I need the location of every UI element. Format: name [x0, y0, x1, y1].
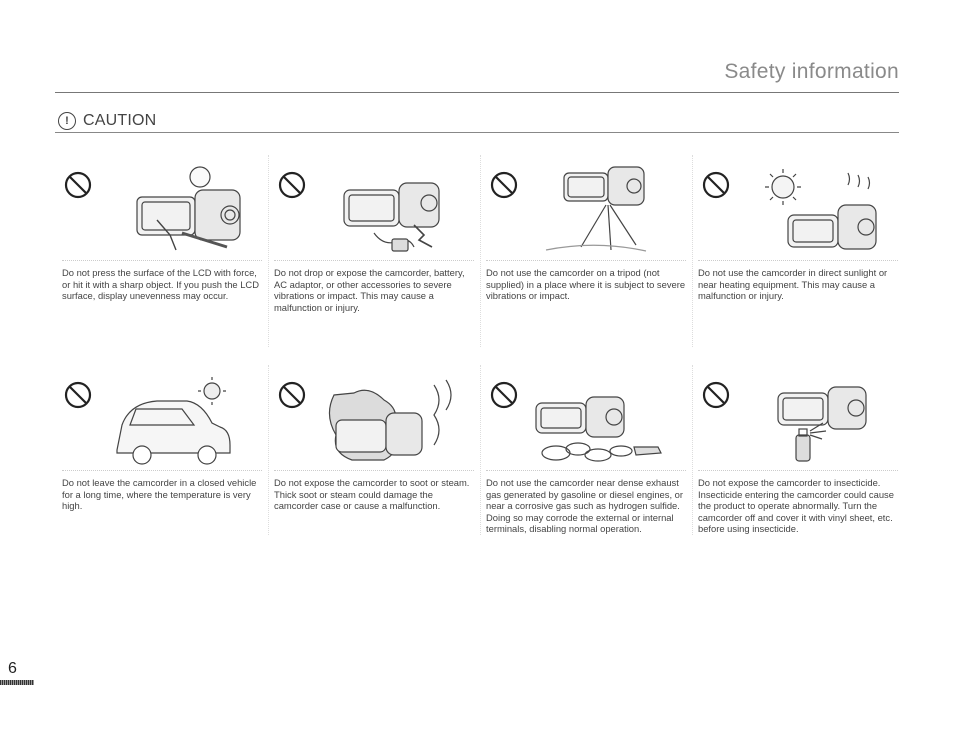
sunlight-heat-illustration: [698, 155, 898, 261]
closed-car-illustration: [62, 365, 262, 471]
page-title: Safety information: [724, 60, 899, 83]
caution-item: [62, 365, 262, 535]
caution-item: [698, 155, 898, 347]
caution-item: [62, 155, 262, 347]
exclamation-circle-icon: !: [58, 112, 76, 130]
soot-steam-illustration: [274, 365, 474, 471]
exhaust-gas-icon: [536, 397, 661, 461]
page-number-bar: [0, 680, 34, 685]
lcd-press-icon: [137, 167, 240, 250]
prohibited-icon: [704, 173, 728, 197]
caution-rule: [55, 132, 899, 133]
caution-row-2: [62, 365, 902, 535]
caution-text: Do not press the surface of the LCD with force, or hit it with a sharp object. If you push the LCD surface, display unevenness may occur.: [62, 267, 259, 302]
prohibited-icon: [66, 173, 90, 197]
prohibited-icon: [492, 383, 516, 407]
caution-text: Do not use the camcorder near dense exhaust gas generated by gasoline or diesel engines, or near a corrosive gas such as hydrogen sulfide. Doing so may corrode the external or internal terminals, disabling normal operation.: [486, 477, 684, 535]
insecticide-icon: [778, 387, 866, 461]
insecticide-illustration: [698, 365, 898, 471]
caution-heading: [58, 112, 156, 130]
tripod-icon: [546, 167, 646, 251]
closed-car-icon: [117, 377, 230, 464]
header-rule: [55, 92, 899, 93]
caution-item: [698, 365, 898, 535]
prohibited-icon: [280, 383, 304, 407]
caution-text: Do not use the camcorder in direct sunlight or near heating equipment. This may cause a malfunction or injury.: [698, 267, 888, 302]
caution-text: Do not use the camcorder on a tripod (not supplied) in a place where it is subject to severe vibrations or impact.: [486, 267, 686, 302]
prohibited-icon: [280, 173, 304, 197]
caution-item: [486, 155, 686, 347]
drop-vibration-illustration: [274, 155, 474, 261]
soot-steam-icon: [329, 380, 451, 460]
caution-text: Do not expose the camcorder to soot or steam. Thick soot or steam could damage the camcorder case or cause a malfunction.: [274, 477, 470, 512]
page-number: 6: [8, 660, 17, 677]
caution-text: Do not expose the camcorder to insecticide. Insecticide entering the camcorder could cause the product to operate abnormally. Turn the camcorder off and cover it with vinyl sheet, etc. before using insecticide.: [698, 477, 894, 535]
caution-label: CAUTION: [83, 112, 157, 129]
exhaust-gas-illustration: [486, 365, 686, 471]
lcd-press-illustration: [62, 155, 262, 261]
caution-item: [486, 365, 686, 535]
sunlight-heat-icon: [765, 169, 876, 249]
tripod-illustration: [486, 155, 686, 261]
caution-text: Do not leave the camcorder in a closed vehicle for a long time, where the temperature is very high.: [62, 477, 257, 512]
prohibited-icon: [66, 383, 90, 407]
prohibited-icon: [492, 173, 516, 197]
drop-vibration-icon: [344, 183, 439, 251]
caution-item: [274, 365, 474, 535]
caution-grid: [62, 155, 902, 553]
caution-item: [274, 155, 474, 347]
caution-text: Do not drop or expose the camcorder, battery, AC adaptor, or other accessories to severe vibrations or impact. This may cause a malfunction or injury.: [274, 267, 465, 313]
caution-row-1: [62, 155, 902, 347]
prohibited-icon: [704, 383, 728, 407]
